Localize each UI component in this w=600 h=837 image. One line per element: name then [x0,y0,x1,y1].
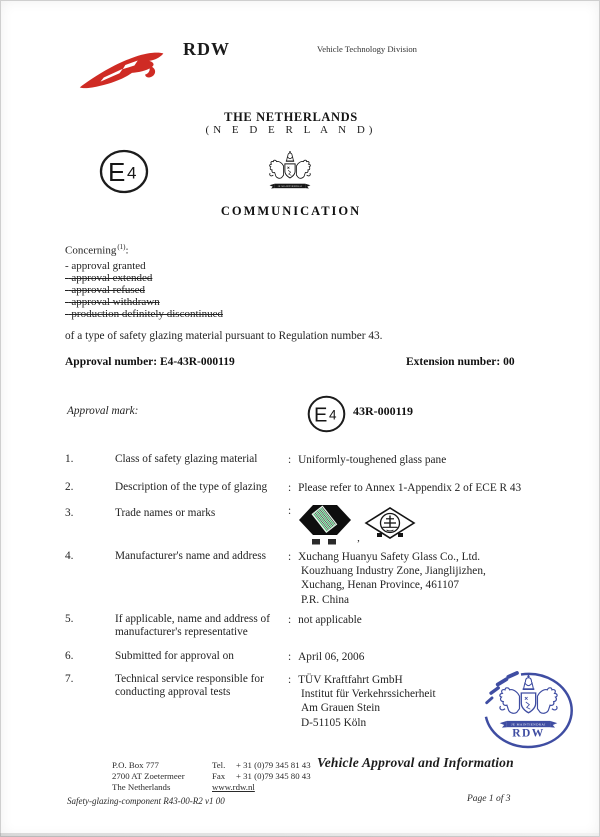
item-value-text: April 06, 2006 [298,651,365,663]
item-label-line: manufacturer's representative [115,626,248,639]
approval-mark-number: 43R-000119 [353,404,413,418]
item-number: 6. [65,650,74,662]
concerning-item-text: approval granted [71,260,146,272]
item-value-line: Xuchang Huanyu Safety Glass Co., Ltd. [298,551,481,563]
communication-title: COMMUNICATION [220,204,362,218]
colon: : [288,614,292,626]
tel-label: Tel. [212,760,226,770]
country-title: THE NETHERLANDS [224,110,358,124]
approval-number-value: E4-43R-000119 [160,356,235,368]
item-value-line: Xuchang, Henan Province, 461107 [301,579,460,592]
item-value [288,650,364,664]
colon: : [288,551,292,563]
dash: - [65,271,69,284]
item-number: 4. [65,550,74,562]
page-number: Page 1 of 3 [467,794,511,804]
item-label: Submitted for approval on [115,650,234,662]
e-letter: E [314,404,328,427]
extension-number-value: 00 [503,356,515,368]
e-digit: 4 [127,163,137,183]
rdw-swoosh-logo-icon [72,46,172,94]
colon: : [288,454,292,466]
website-link: www.rdw.nl [212,782,255,792]
fax-line [212,771,311,782]
item-value-line: Kouzhuang Industry Zone, Jianglijizhen, [301,565,486,578]
concerning-item-text: approval refused [71,283,146,296]
po-box-line: P.O. Box 777 [112,760,159,770]
item-value-text: not applicable [298,614,362,626]
trademark-hexagon-icon [297,503,353,548]
trade-marks [288,503,416,548]
concerning-item-text: approval withdrawn [71,295,160,308]
item-label-line: Technical service responsible for [115,673,264,685]
item-value-text: Uniformly-toughened glass pane [298,454,447,466]
scan-edge-shadow [0,833,600,837]
item-number: 2. [65,481,74,493]
rdw-wordmark: RDW [183,39,230,59]
item-value [288,453,446,467]
item-label: Manufacturer's name and address [115,550,267,562]
trademark-diamond-icon [364,506,416,544]
stamp-rdw-text: RDW [512,727,545,740]
extension-number [406,356,515,368]
concerning-options-list [65,261,223,321]
item-value [288,550,486,607]
item-label-line: conducting approval tests [115,686,231,699]
dash: - [65,283,69,296]
footer-tagline: Vehicle Approval and Information [317,755,514,770]
rdw-stamp-icon [468,660,588,757]
footer-address [112,760,185,793]
colon: : [288,505,292,517]
item-value-text: Please refer to Annex 1-Appendix 2 of ECE R 43 [298,482,522,494]
subject-line: of a type of safety glazing material pursuant to Regulation number 43. [65,330,383,342]
concerning-item-struck [65,309,223,321]
approval-mark-label: Approval mark: [67,405,139,417]
stamp-coat-of-arms-icon [500,675,558,728]
dash: - [65,307,69,320]
e-letter: E [108,157,126,187]
item-number: 1. [65,453,74,465]
item-value-line: Am Grauen Stein [301,702,381,715]
e4-approval-mark-small-icon [307,395,346,433]
fax-label: Fax [212,771,226,781]
item-value [288,673,436,730]
item-label: Class of safety glazing material [115,453,258,465]
concerning-label [65,243,129,257]
e-digit: 4 [329,407,337,423]
approval-number-label: Approval number: [65,356,158,368]
dash: - [65,260,69,272]
item-label [115,673,301,700]
colon: : [288,651,292,663]
city-line: 2700 AT Zoetermeer [112,771,185,781]
concerning-superscript: (1) [117,243,126,251]
doc-reference: Safety-glazing-component R43-00-R2 v1 00 [67,796,225,806]
colon: : [125,244,129,257]
concerning-item-text: approval extended [71,271,153,284]
item-label [115,613,301,640]
tel-line [212,760,311,771]
item-label: Description of the type of glazing [115,481,268,493]
item-value [288,613,362,627]
item-label: Trade names or marks [115,507,216,519]
item-label-line: If applicable, name and address of [115,613,270,625]
fax-value: + 31 (0)79 345 80 43 [236,771,311,781]
concerning-word: Concerning [65,244,117,257]
footer-contact [212,760,311,793]
coat-of-arms-icon [258,146,322,199]
item-value-line: P.R. China [301,593,350,606]
dash: - [65,295,69,308]
colon: : [288,674,292,686]
country-subtitle: (N E D E R L A N D) [205,124,377,136]
item-value-line: TÜV Kraftfahrt GmbH [298,674,403,686]
item-value-line: D-51105 Köln [301,716,367,729]
concerning-item-text: production definitely discontinued [71,307,223,320]
item-value-line: Institut für Verkehrssicherheit [301,688,436,701]
country-line: The Netherlands [112,782,171,792]
item-number: 3. [65,507,74,519]
item-value [288,481,521,495]
colon: : [288,482,292,494]
item-number: 5. [65,613,74,625]
e4-approval-mark-icon [99,149,149,194]
trademark-separator: , [357,532,360,544]
division-label: Vehicle Technology Division [317,44,417,54]
approval-number [65,356,235,368]
tel-value: + 31 (0)79 345 81 43 [236,760,311,770]
item-number: 7. [65,673,74,685]
extension-number-label: Extension number: [406,356,501,368]
